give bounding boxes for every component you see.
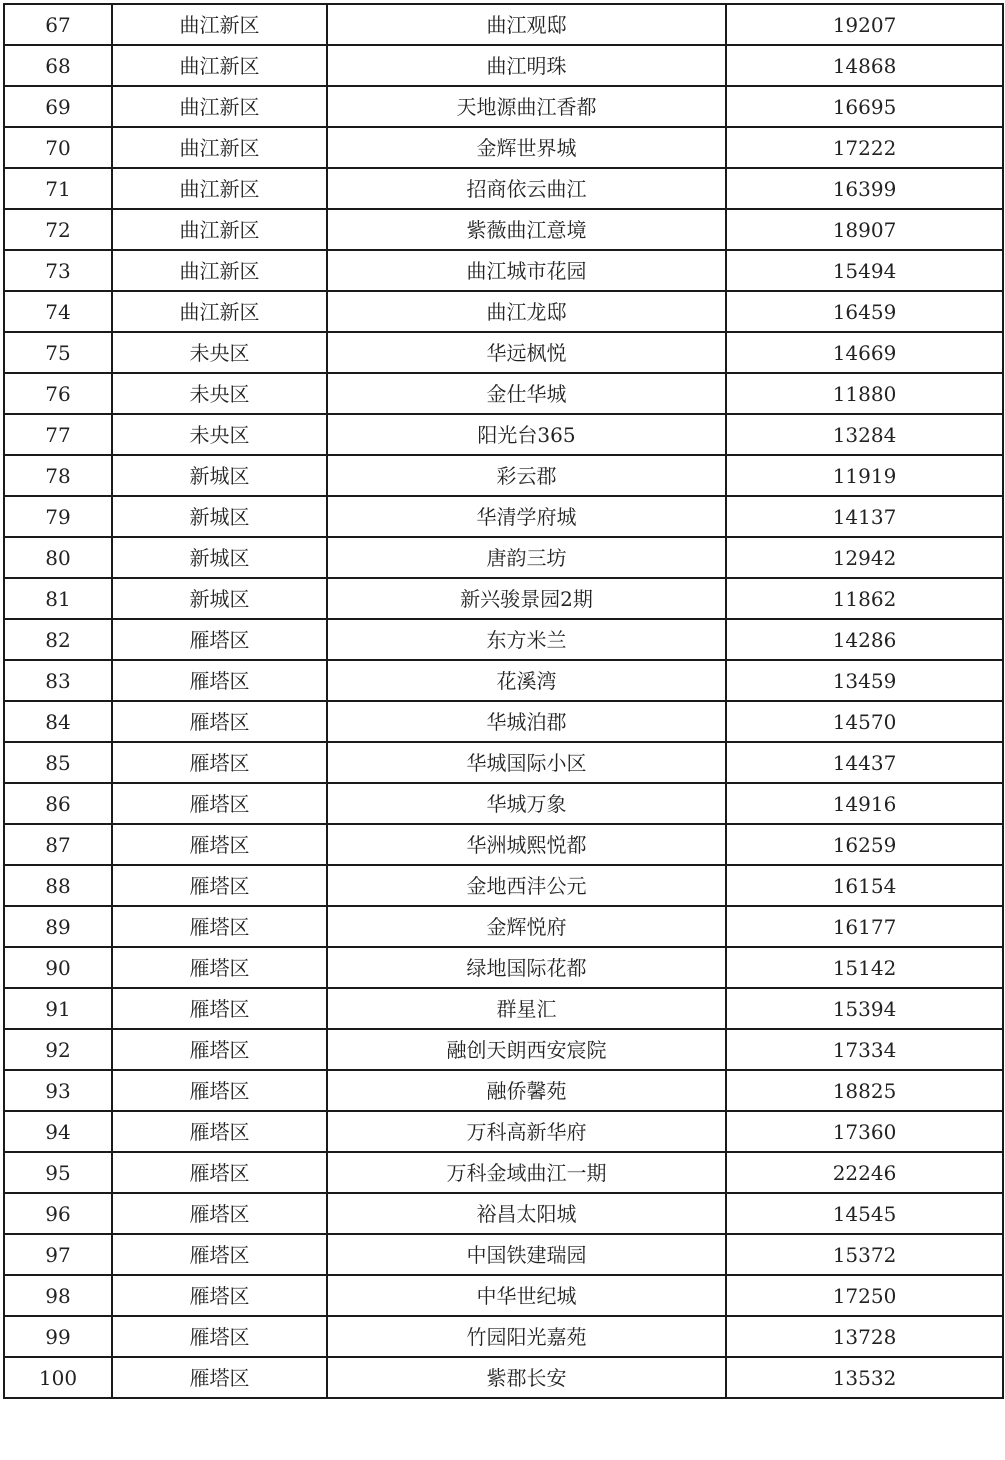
price-cell: 15494 (726, 250, 1003, 291)
district-cell: 雁塔区 (112, 1070, 327, 1111)
project-name-cell: 裕昌太阳城 (327, 1193, 726, 1234)
price-cell: 17250 (726, 1275, 1003, 1316)
price-cell: 16695 (726, 86, 1003, 127)
row-number-cell: 99 (4, 1316, 112, 1357)
project-name-cell: 华城万象 (327, 783, 726, 824)
price-cell: 15394 (726, 988, 1003, 1029)
table-row (4, 947, 1003, 988)
project-name-cell: 花溪湾 (327, 660, 726, 701)
district-cell: 雁塔区 (112, 1193, 327, 1234)
project-name-cell: 中华世纪城 (327, 1275, 726, 1316)
project-name-cell: 竹园阳光嘉苑 (327, 1316, 726, 1357)
row-number-cell: 81 (4, 578, 112, 619)
table-row (4, 168, 1003, 209)
project-name-cell: 华洲城熙悦都 (327, 824, 726, 865)
price-cell: 11880 (726, 373, 1003, 414)
table-row (4, 1070, 1003, 1111)
price-cell: 17222 (726, 127, 1003, 168)
row-number-cell: 95 (4, 1152, 112, 1193)
project-name-cell: 金辉世界城 (327, 127, 726, 168)
price-cell: 18825 (726, 1070, 1003, 1111)
row-number-cell: 75 (4, 332, 112, 373)
district-cell: 未央区 (112, 373, 327, 414)
project-name-cell: 曲江观邸 (327, 4, 726, 45)
project-name-cell: 阳光台365 (327, 414, 726, 455)
row-number-cell: 72 (4, 209, 112, 250)
row-number-cell: 91 (4, 988, 112, 1029)
district-cell: 新城区 (112, 496, 327, 537)
district-cell: 雁塔区 (112, 947, 327, 988)
price-cell: 12942 (726, 537, 1003, 578)
project-name-cell: 中国铁建瑞园 (327, 1234, 726, 1275)
table-row (4, 496, 1003, 537)
district-cell: 雁塔区 (112, 1275, 327, 1316)
price-cell: 14437 (726, 742, 1003, 783)
district-cell: 曲江新区 (112, 250, 327, 291)
district-cell: 雁塔区 (112, 824, 327, 865)
price-cell: 16177 (726, 906, 1003, 947)
project-name-cell: 新兴骏景园2期 (327, 578, 726, 619)
row-number-cell: 67 (4, 4, 112, 45)
table-row (4, 127, 1003, 168)
table-row (4, 332, 1003, 373)
project-name-cell: 万科金域曲江一期 (327, 1152, 726, 1193)
project-name-cell: 华城国际小区 (327, 742, 726, 783)
district-cell: 雁塔区 (112, 701, 327, 742)
district-cell: 未央区 (112, 332, 327, 373)
project-name-cell: 招商依云曲江 (327, 168, 726, 209)
table-row (4, 45, 1003, 86)
price-cell: 13728 (726, 1316, 1003, 1357)
row-number-cell: 96 (4, 1193, 112, 1234)
table-row (4, 537, 1003, 578)
district-cell: 雁塔区 (112, 1357, 327, 1398)
price-cell: 18907 (726, 209, 1003, 250)
price-cell: 15372 (726, 1234, 1003, 1275)
district-cell: 雁塔区 (112, 660, 327, 701)
table-row (4, 373, 1003, 414)
price-cell: 13532 (726, 1357, 1003, 1398)
price-cell: 11919 (726, 455, 1003, 496)
table-row (4, 414, 1003, 455)
district-cell: 雁塔区 (112, 1316, 327, 1357)
row-number-cell: 93 (4, 1070, 112, 1111)
project-name-cell: 紫薇曲江意境 (327, 209, 726, 250)
row-number-cell: 90 (4, 947, 112, 988)
row-number-cell: 88 (4, 865, 112, 906)
project-name-cell: 华城泊郡 (327, 701, 726, 742)
district-cell: 曲江新区 (112, 209, 327, 250)
table-row (4, 1193, 1003, 1234)
district-cell: 新城区 (112, 455, 327, 496)
row-number-cell: 94 (4, 1111, 112, 1152)
district-cell: 雁塔区 (112, 865, 327, 906)
project-name-cell: 东方米兰 (327, 619, 726, 660)
district-cell: 雁塔区 (112, 1111, 327, 1152)
table-row (4, 906, 1003, 947)
price-cell: 14916 (726, 783, 1003, 824)
table-row (4, 250, 1003, 291)
table-row (4, 578, 1003, 619)
row-number-cell: 68 (4, 45, 112, 86)
project-name-cell: 金地西沣公元 (327, 865, 726, 906)
table-row (4, 988, 1003, 1029)
row-number-cell: 77 (4, 414, 112, 455)
project-name-cell: 曲江城市花园 (327, 250, 726, 291)
price-cell: 19207 (726, 4, 1003, 45)
price-cell: 17360 (726, 1111, 1003, 1152)
price-cell: 16154 (726, 865, 1003, 906)
price-cell: 13284 (726, 414, 1003, 455)
table-row (4, 209, 1003, 250)
project-name-cell: 紫郡长安 (327, 1357, 726, 1398)
district-cell: 雁塔区 (112, 988, 327, 1029)
district-cell: 雁塔区 (112, 742, 327, 783)
row-number-cell: 87 (4, 824, 112, 865)
row-number-cell: 100 (4, 1357, 112, 1398)
table-row (4, 1111, 1003, 1152)
table-body (4, 4, 1003, 1398)
row-number-cell: 76 (4, 373, 112, 414)
table-row (4, 1316, 1003, 1357)
price-cell: 14570 (726, 701, 1003, 742)
table-row (4, 824, 1003, 865)
district-cell: 雁塔区 (112, 1152, 327, 1193)
price-cell: 14868 (726, 45, 1003, 86)
table-row (4, 455, 1003, 496)
price-cell: 17334 (726, 1029, 1003, 1070)
price-cell: 14137 (726, 496, 1003, 537)
project-name-cell: 曲江龙邸 (327, 291, 726, 332)
table-row (4, 660, 1003, 701)
project-name-cell: 融侨馨苑 (327, 1070, 726, 1111)
housing-price-table (3, 3, 1004, 1399)
district-cell: 雁塔区 (112, 783, 327, 824)
table-row (4, 865, 1003, 906)
district-cell: 新城区 (112, 537, 327, 578)
district-cell: 新城区 (112, 578, 327, 619)
district-cell: 雁塔区 (112, 1234, 327, 1275)
row-number-cell: 80 (4, 537, 112, 578)
project-name-cell: 金辉悦府 (327, 906, 726, 947)
row-number-cell: 70 (4, 127, 112, 168)
district-cell: 曲江新区 (112, 291, 327, 332)
price-cell: 16459 (726, 291, 1003, 332)
district-cell: 曲江新区 (112, 86, 327, 127)
district-cell: 雁塔区 (112, 906, 327, 947)
table-row (4, 1234, 1003, 1275)
price-cell: 11862 (726, 578, 1003, 619)
price-cell: 16259 (726, 824, 1003, 865)
price-table-page (3, 3, 1002, 1399)
row-number-cell: 89 (4, 906, 112, 947)
district-cell: 雁塔区 (112, 1029, 327, 1070)
price-cell: 14545 (726, 1193, 1003, 1234)
row-number-cell: 98 (4, 1275, 112, 1316)
row-number-cell: 69 (4, 86, 112, 127)
row-number-cell: 78 (4, 455, 112, 496)
row-number-cell: 79 (4, 496, 112, 537)
price-cell: 13459 (726, 660, 1003, 701)
table-row (4, 291, 1003, 332)
table-row (4, 1152, 1003, 1193)
project-name-cell: 唐韵三坊 (327, 537, 726, 578)
project-name-cell: 群星汇 (327, 988, 726, 1029)
table-row (4, 1029, 1003, 1070)
table-row (4, 1357, 1003, 1398)
row-number-cell: 83 (4, 660, 112, 701)
row-number-cell: 86 (4, 783, 112, 824)
project-name-cell: 曲江明珠 (327, 45, 726, 86)
price-cell: 16399 (726, 168, 1003, 209)
project-name-cell: 彩云郡 (327, 455, 726, 496)
district-cell: 曲江新区 (112, 4, 327, 45)
district-cell: 未央区 (112, 414, 327, 455)
project-name-cell: 金仕华城 (327, 373, 726, 414)
table-row (4, 86, 1003, 127)
district-cell: 雁塔区 (112, 619, 327, 660)
table-row (4, 1275, 1003, 1316)
price-cell: 14669 (726, 332, 1003, 373)
row-number-cell: 84 (4, 701, 112, 742)
district-cell: 曲江新区 (112, 45, 327, 86)
project-name-cell: 华清学府城 (327, 496, 726, 537)
project-name-cell: 融创天朗西安宸院 (327, 1029, 726, 1070)
row-number-cell: 71 (4, 168, 112, 209)
project-name-cell: 天地源曲江香都 (327, 86, 726, 127)
table-row (4, 783, 1003, 824)
price-cell: 14286 (726, 619, 1003, 660)
row-number-cell: 82 (4, 619, 112, 660)
price-cell: 22246 (726, 1152, 1003, 1193)
district-cell: 曲江新区 (112, 168, 327, 209)
district-cell: 曲江新区 (112, 127, 327, 168)
price-cell: 15142 (726, 947, 1003, 988)
row-number-cell: 73 (4, 250, 112, 291)
table-row (4, 4, 1003, 45)
project-name-cell: 绿地国际花都 (327, 947, 726, 988)
table-row (4, 742, 1003, 783)
table-row (4, 701, 1003, 742)
row-number-cell: 92 (4, 1029, 112, 1070)
row-number-cell: 74 (4, 291, 112, 332)
project-name-cell: 华远枫悦 (327, 332, 726, 373)
table-row (4, 619, 1003, 660)
row-number-cell: 97 (4, 1234, 112, 1275)
project-name-cell: 万科高新华府 (327, 1111, 726, 1152)
row-number-cell: 85 (4, 742, 112, 783)
